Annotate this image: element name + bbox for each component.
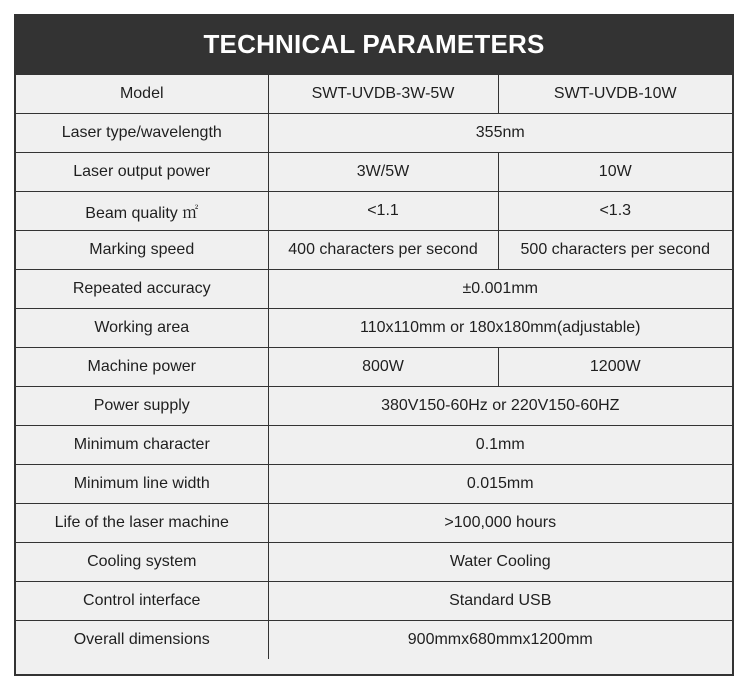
table-row [16,582,732,621]
row-value: 3W/5W [268,153,498,192]
row-label: Life of the laser machine [16,504,268,543]
row-label: Power supply [16,387,268,426]
row-label: Minimum line width [16,465,268,504]
table-row [16,543,732,582]
row-value: >100,000 hours [268,504,732,543]
parameters-table-body [16,75,732,659]
row-value: 900mmx680mmx1200mm [268,621,732,660]
page-title: TECHNICAL PARAMETERS [16,16,732,75]
table-row [16,192,732,231]
parameters-table [16,75,732,659]
row-label: Machine power [16,348,268,387]
table-row [16,270,732,309]
row-value: 400 characters per second [268,231,498,270]
row-value: <1.3 [498,192,732,231]
table-row [16,465,732,504]
table-row [16,153,732,192]
row-value: 800W [268,348,498,387]
row-value: 0.1mm [268,426,732,465]
technical-parameters-sheet [14,14,734,676]
table-row [16,114,732,153]
row-label: Control interface [16,582,268,621]
row-label: Laser output power [16,153,268,192]
row-label: Model [16,75,268,114]
row-value: 0.015mm [268,465,732,504]
row-value: <1.1 [268,192,498,231]
table-row [16,309,732,348]
row-label: Beam quality ㎡ [16,192,268,231]
row-value: Water Cooling [268,543,732,582]
row-value: 1200W [498,348,732,387]
table-row [16,348,732,387]
table-row [16,621,732,660]
row-label: Cooling system [16,543,268,582]
row-label: Minimum character [16,426,268,465]
row-value: 380V150-60Hz or 220V150-60HZ [268,387,732,426]
row-label: Marking speed [16,231,268,270]
model-cell: SWT-UVDB-3W-5W [268,75,498,114]
row-label: Overall dimensions [16,621,268,660]
table-row-model [16,75,732,114]
table-row [16,231,732,270]
table-row [16,504,732,543]
row-value: 500 characters per second [498,231,732,270]
model-cell: SWT-UVDB-10W [498,75,732,114]
row-label: Laser type/wavelength [16,114,268,153]
row-value: 10W [498,153,732,192]
table-row [16,387,732,426]
table-row [16,426,732,465]
row-value: 355nm [268,114,732,153]
row-value: ±0.001mm [268,270,732,309]
row-value: 110x110mm or 180x180mm(adjustable) [268,309,732,348]
row-value: Standard USB [268,582,732,621]
row-label: Repeated accuracy [16,270,268,309]
row-label: Working area [16,309,268,348]
